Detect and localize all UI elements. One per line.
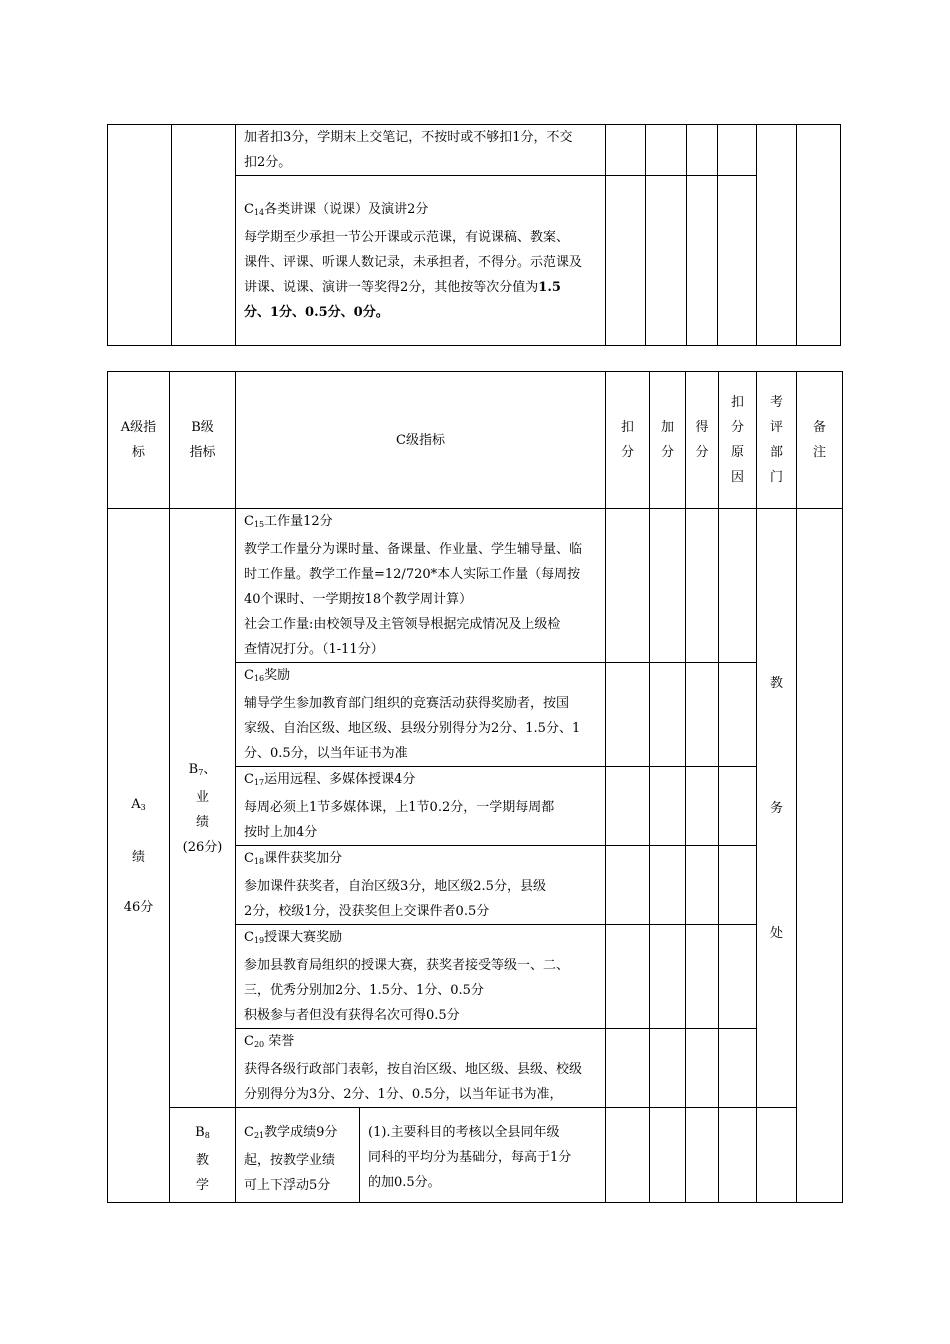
c14-title: $C_{14}$各类讲课（说课）及演讲2分 (244, 202, 429, 217)
reason-cell (718, 125, 757, 176)
header-c-level: C级指标 (236, 372, 606, 509)
c21-item-cell: $C_{21}$教学成绩9分 起，按教学业绩 可上下浮动5分 (236, 1108, 360, 1203)
evaluation-table (107, 371, 843, 1203)
header-score: 得 分 (686, 372, 719, 509)
deduct-cell (606, 176, 646, 346)
dept-cell (757, 125, 797, 346)
score-cell (686, 509, 719, 663)
c15-item-cell: $C_{15}$工作量12分 教学工作量分为课时量、备课量、作业量、学生辅导量、临 时工作量。教学工作量=12/720*本人实际工作量（每周按 40个课时、一学期按18个教学周计算） 社会工作量:由校领导及主管领导根据完成情况及上级检 查情况打分。（1-11分） (236, 509, 606, 663)
text-line: 讲课、说课、演讲一等奖得2分，其他按等次分值为1.5 (244, 280, 561, 295)
deduct-cell (606, 509, 650, 663)
b7-cell: $B_7$、 业 绩 (26分) (170, 509, 236, 1108)
reason-cell (719, 509, 757, 663)
header-add: 加 分 (650, 372, 686, 509)
remark-cell (797, 509, 843, 1203)
b-level-cell (172, 125, 236, 346)
remark-cell (797, 125, 841, 346)
add-cell (650, 509, 686, 663)
c21-detail-cell: (1).主要科目的考核以全县同年级 同科的平均分为基础分，每高于1分 的加0.5分。 (360, 1108, 606, 1203)
a3-cell: $A_3$ 绩 46分 (108, 509, 170, 1203)
c17-item-cell: $C_{17}$运用远程、多媒体授课4分 每周必须上1节多媒体课，上1节0.2分，一学期每周都 按时上加4分 (236, 767, 606, 846)
continuation-table (107, 124, 841, 346)
add-cell (646, 176, 687, 346)
c19-item-cell: $C_{19}$授课大赛奖励 参加县教育局组织的授课大赛，获奖者接受等级一、二、 三，优秀分别加2分、1.5分、1分、0.5分 积极参与者但没有获得名次可得0.5分 (236, 925, 606, 1029)
header-deduct: 扣 分 (606, 372, 650, 509)
score-cell (687, 176, 718, 346)
c20-item-cell: $C_{20}$ 荣誉 获得各级行政部门表彰，按自治区级、地区级、县级、校级 分别得分为3分、2分、1分、0.5分，以当年证书为准， (236, 1029, 606, 1108)
c18-item-cell: $C_{18}$课件获奖加分 参加课件获奖者，自治区级3分，地区级2.5分，县级 2分，校级1分，没获奖但上交课件者0.5分 (236, 846, 606, 925)
c-item-cell (236, 125, 606, 176)
text-line: 扣2分。 (244, 155, 292, 170)
deduct-cell (606, 125, 646, 176)
header-remark: 备 注 (797, 372, 843, 509)
a-level-cell (108, 125, 172, 346)
text-line: 课件、评课、听课人数记录，未承担者，不得分。示范课及 (244, 255, 583, 270)
reason-cell (718, 176, 757, 346)
text-line: 分、1分、0.5分、0分。 (244, 305, 389, 320)
c16-item-cell: $C_{16}$奖励 辅导学生参加教育部门组织的竞赛活动获得奖励者，按国 家级、自治区级、地区级、县级分别得分为2分、1.5分、1 分、0.5分，以当年证书为准 (236, 663, 606, 767)
table-row (108, 1108, 843, 1203)
score-cell (687, 125, 718, 176)
header-dept: 考 评 部 门 (757, 372, 797, 509)
dept-cell (757, 1108, 797, 1203)
text-line: 加者扣3分，学期末上交笔记，不按时或不够扣1分，不交 (244, 130, 573, 145)
header-row (108, 372, 843, 509)
header-a-level: A级指 标 (108, 372, 170, 509)
header-reason: 扣 分 原 因 (719, 372, 757, 509)
header-b-level: B级 指标 (170, 372, 236, 509)
c14-item-cell (236, 176, 606, 346)
b8-cell: $B_8$ 教 学 (170, 1108, 236, 1203)
dept-cell: 教 务 处 (757, 509, 797, 1108)
text-line: 每学期至少承担一节公开课或示范课，有说课稿、教案、 (244, 230, 570, 245)
table-row (108, 509, 843, 663)
add-cell (646, 125, 687, 176)
